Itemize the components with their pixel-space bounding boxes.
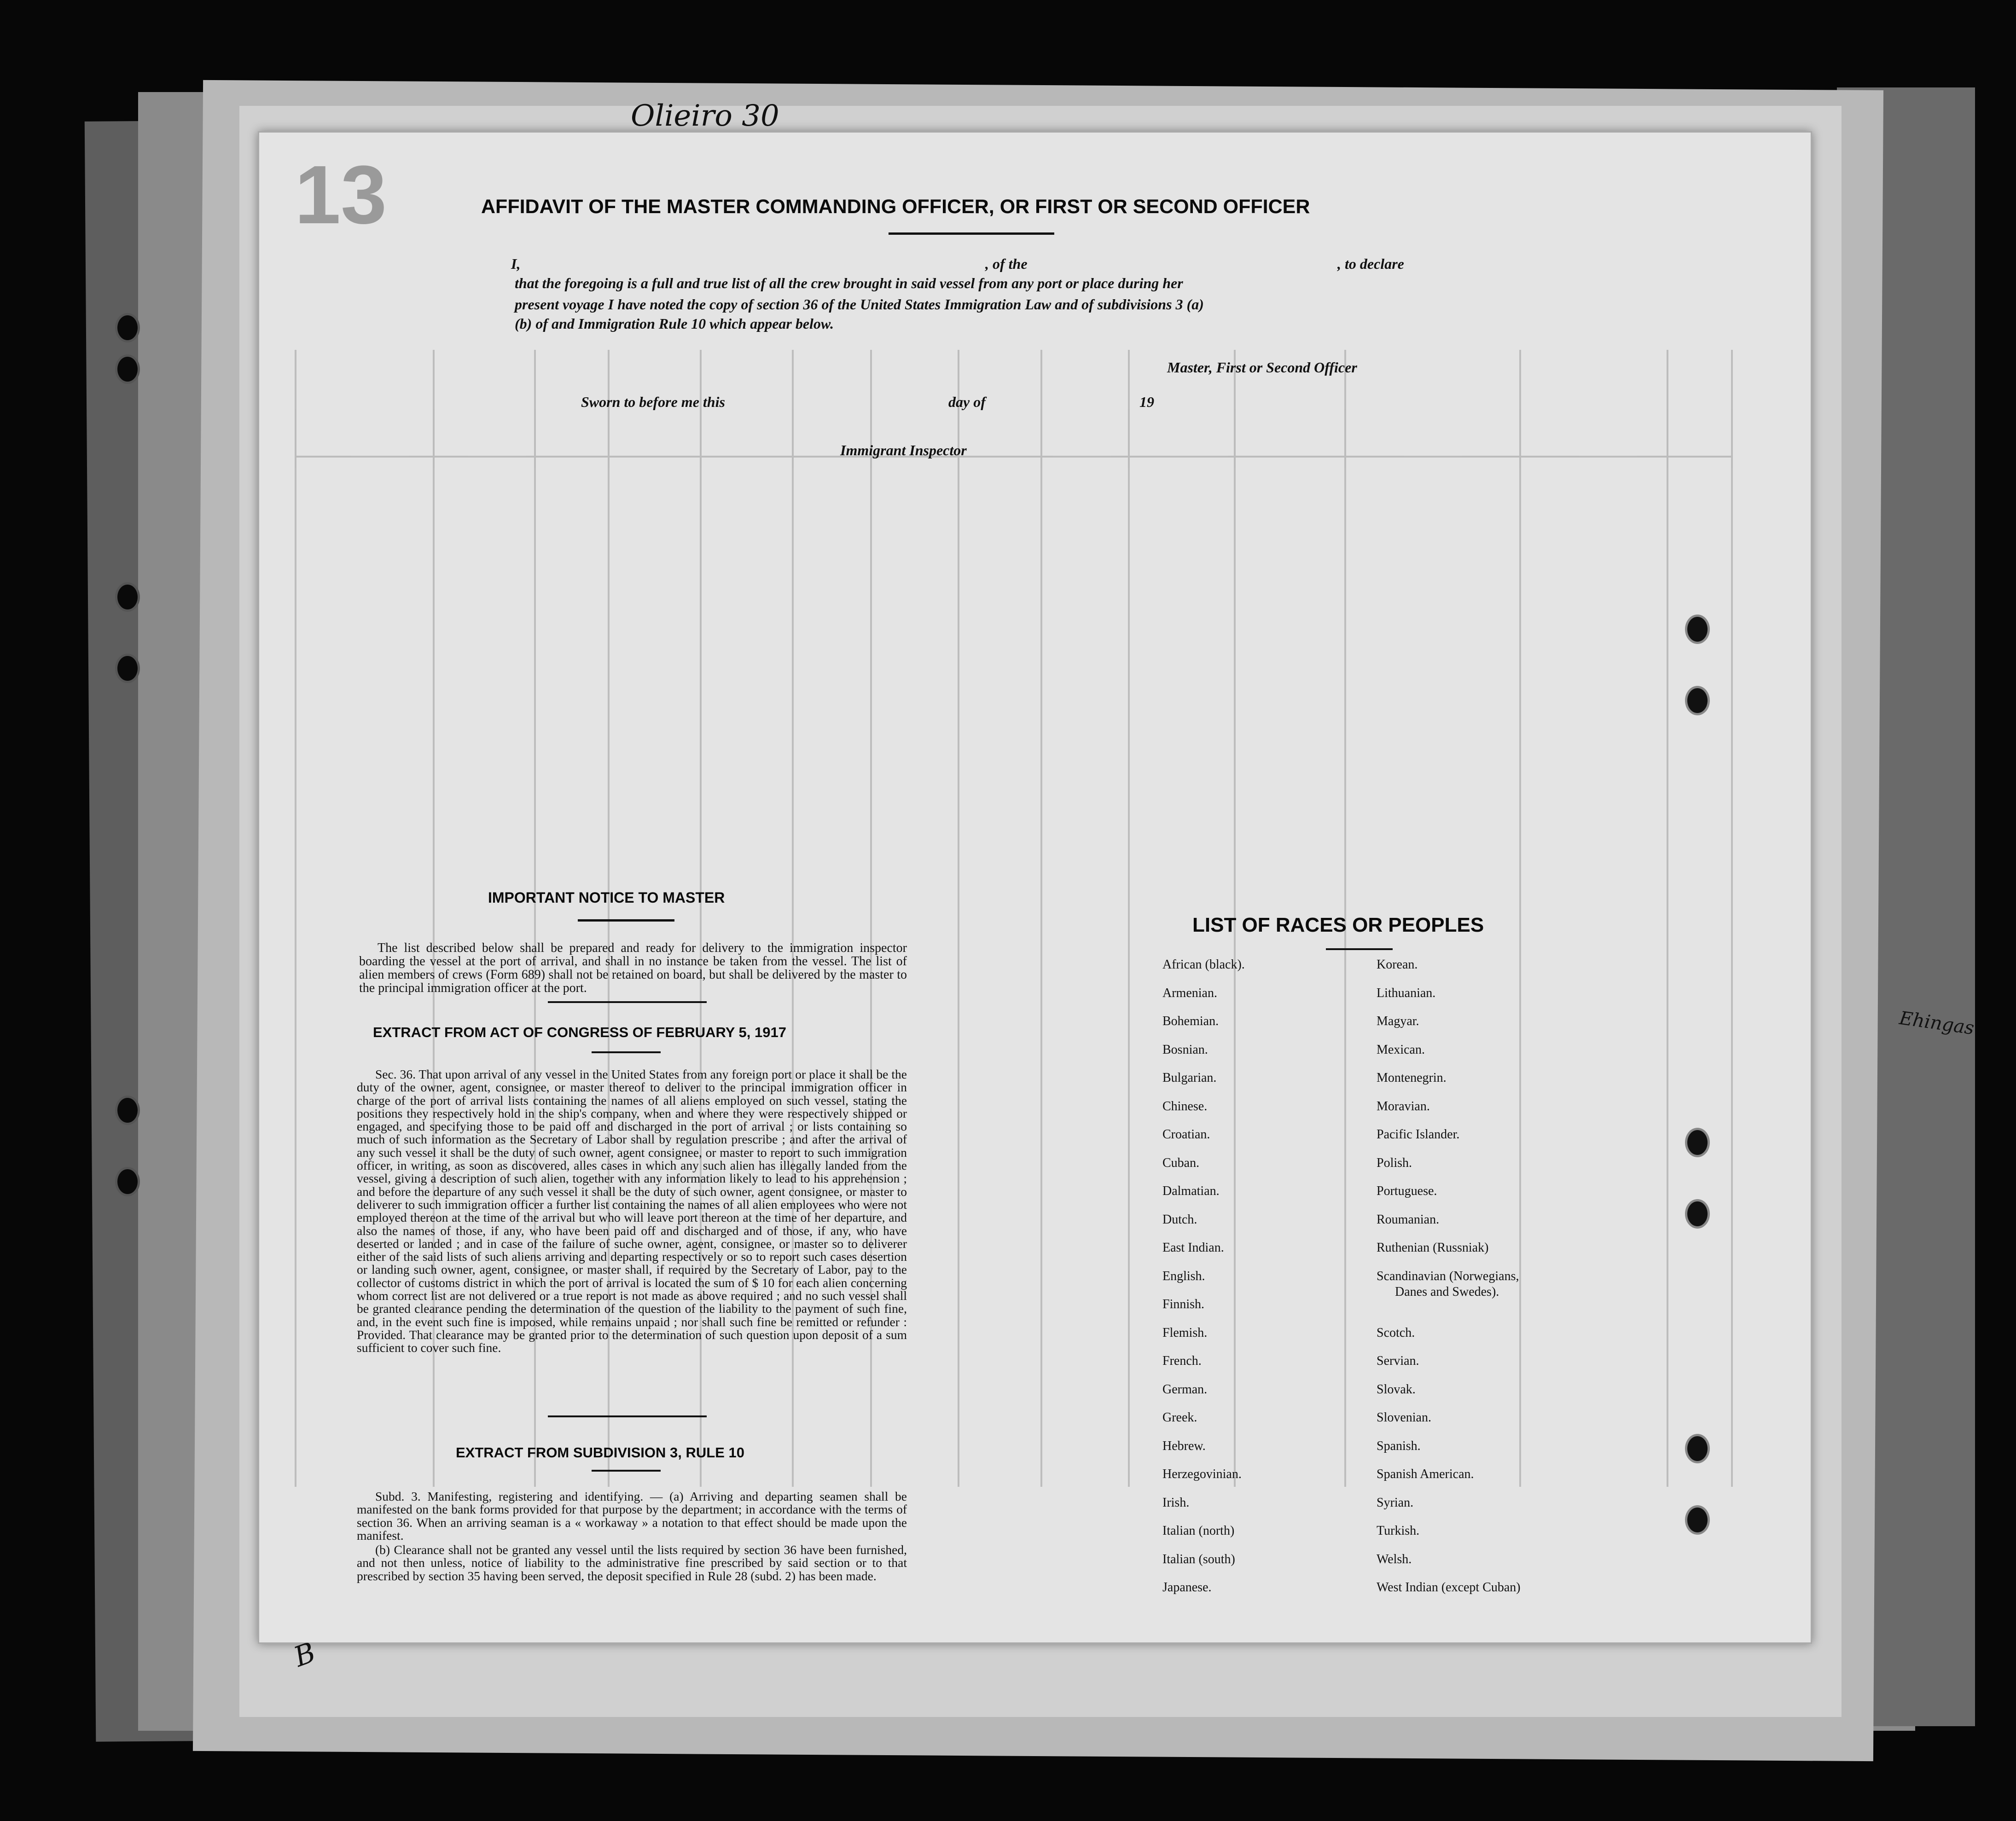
race-item: Slovenian.: [1377, 1410, 1431, 1425]
race-item: Turkish.: [1377, 1524, 1420, 1538]
race-item: Japanese.: [1162, 1580, 1212, 1595]
race-item: Cuban.: [1162, 1155, 1200, 1170]
race-item: Hebrew.: [1162, 1438, 1206, 1453]
race-item: Italian (north): [1162, 1524, 1235, 1538]
binder-hole: [115, 313, 140, 342]
race-item: Slovak.: [1377, 1382, 1416, 1397]
race-item: Ruthenian (Russniak): [1377, 1241, 1489, 1255]
binder-hole: [1685, 1199, 1710, 1229]
act-top-rule: [548, 1001, 707, 1003]
race-item: Syrian.: [1377, 1495, 1414, 1510]
handwritten-note-bottom: B: [290, 1636, 320, 1674]
binder-hole: [1685, 1434, 1710, 1463]
rule-rule: [592, 1470, 661, 1472]
race-item: Korean.: [1377, 957, 1418, 972]
race-item: Portuguese.: [1377, 1184, 1437, 1198]
binder-hole: [115, 1167, 140, 1196]
inspector-label: Immigrant Inspector: [840, 442, 967, 458]
affidavit-of-the: , of the: [985, 255, 1028, 272]
act-title: EXTRACT FROM ACT OF CONGRESS OF FEBRUARY 5, 1917: [373, 1024, 786, 1040]
binder-hole: [115, 654, 140, 683]
race-item: Scandinavian (Norwegians,: [1377, 1269, 1519, 1283]
act-rule: [592, 1051, 661, 1053]
act-body: Sec. 36. That upon arrival of any vessel in the United States from any foreign port or place it shall be the duty of the owner, agent, consignee, or master thereof to deliver to the principal immigration officer in charge of the port of arrival lists containing the names of all aliens employed on such vessel, stating the positions they respectively hold in the ship's company, when and where they were respectively shipped or engaged, and specifying those to be paid off and discharged in the port of arrival ; or lists containing so much of such information as the Secretary of Labor shall by regulation prescribe ; and after the arrival of any such vessel it shall be the duty of such owner, agent consignee, or master to report to such immigration officer, in writing, as soon as discovered, alles cases in which any such alien has illegally landed from the vessel, giving a description of such alien, together with any information likely to lead to his apprehension ; and before the departure of any such vessel it shall be the duty of such owner, agent consignee, or master to deliverer to such immigration officer a further list containing the names of all alien employees who were not employed thereon at the time of the arrival but who will leave port thereon at the time of her departure, and also the names of those, if any, who have been paid off and discharged and of those, if any, who have deserted or landed ; and in case of the failure of suche owner, agent, consignee, or master so to deliverer either of the said lists of such aliens arriving and departing respectively or so to report such cases desertion or landing such owner, agent, consignee, or master shall, if required by the Secretary of Labor, pay to the collector of customs district in which the port of arrival is located the sum of $ 10 for each alien concerning whom correct list are not delivered or a true report is not made as above required ; and no such vessel shall be granted clearance pending the determination of the question of the liability to the payment of such fine, and, in the event such fine is imposed, while remains unpaid ; nor shall such fine be remitted or refunder : Provided. That clearance may be granted prior to the determination of such question upon deposit of a sum sufficient to cover such fine.: [357, 1067, 907, 1355]
race-item: Danes and Swedes).: [1395, 1284, 1499, 1299]
race-item: Mexican.: [1377, 1042, 1425, 1057]
sworn-label: Sworn to before me this: [581, 394, 725, 410]
race-item: Armenian.: [1162, 986, 1217, 1000]
race-item: Bulgarian.: [1162, 1071, 1217, 1085]
rule-body-b: (b) Clearance shall not be granted any vessel until the lists required by section 36 have been furnished, and not then unless, notice of liability to the administrative fine prescribed by said section or to that prescribed by section 35 having been served, the deposit specified in Rule 28 (subd. 2) has been made.: [357, 1543, 907, 1583]
race-item: Scotch.: [1377, 1325, 1415, 1340]
race-item: Spanish.: [1377, 1438, 1421, 1453]
binder-hole: [115, 354, 140, 384]
affidavit-line3: present voyage I have noted the copy of section 36 of the United States Immigration Law and of subdivisions 3 (a): [515, 296, 1204, 313]
race-item: Welsh.: [1377, 1552, 1412, 1566]
race-item: Croatian.: [1162, 1127, 1210, 1142]
race-item: Irish.: [1162, 1495, 1190, 1510]
races-rule: [1326, 948, 1393, 950]
race-item: Lithuanian.: [1377, 986, 1436, 1000]
race-item: Flemish.: [1162, 1325, 1208, 1340]
races-right-column: [1377, 957, 1521, 1609]
race-item: Montenegrin.: [1377, 1071, 1447, 1085]
affidavit-to-declare: , to declare: [1337, 255, 1404, 272]
title-rule: [889, 232, 1054, 235]
affidavit-line2: that the foregoing is a full and true list of all the crew brought in said vessel from any port or place during her: [515, 275, 1183, 291]
race-item: East Indian.: [1162, 1241, 1224, 1255]
year-label: 19: [1139, 394, 1154, 410]
race-item: Moravian.: [1377, 1099, 1430, 1113]
notice-rule: [578, 919, 674, 922]
notice-title: IMPORTANT NOTICE TO MASTER: [488, 889, 725, 906]
races-left-column: [1162, 957, 1245, 1609]
rule-body-a: Subd. 3. Manifesting, registering and identifying. — (a) Arriving and departing seamen shall be manifested on the bank forms provided for that purpose by the department; in accordance with the terms of section 36. When an arriving seaman is a « workaway » a notation to that effect should be made upon the manifest.: [357, 1489, 907, 1543]
race-item: English.: [1162, 1269, 1205, 1283]
race-item: Servian.: [1377, 1354, 1419, 1368]
race-item: French.: [1162, 1354, 1202, 1368]
handwritten-note-side: Ehingas: [1898, 1007, 1975, 1039]
race-item: Greek.: [1162, 1410, 1197, 1425]
master-signature-label: Master, First or Second Officer: [1167, 359, 1357, 376]
handwritten-note-top: Olieiro 30: [631, 99, 779, 133]
race-item: African (black).: [1162, 957, 1245, 972]
race-item: Bosnian.: [1162, 1042, 1208, 1057]
race-item: Dutch.: [1162, 1212, 1197, 1227]
binder-hole: [1685, 686, 1710, 715]
binder-hole: [1685, 1128, 1710, 1157]
affidavit-i: I,: [511, 255, 521, 272]
affidavit-line4: (b) of and Immigration Rule 10 which appear below.: [515, 315, 834, 332]
race-item: Pacific Islander.: [1377, 1127, 1460, 1142]
binder-hole: [1685, 1505, 1710, 1535]
race-item: Finnish.: [1162, 1297, 1205, 1311]
stamp-number: 13: [295, 149, 387, 241]
rule-top-rule: [548, 1415, 707, 1417]
race-item: Chinese.: [1162, 1099, 1208, 1113]
binder-hole: [1685, 615, 1710, 644]
affidavit-title: AFFIDAVIT OF THE MASTER COMMANDING OFFICER, OR FIRST OR SECOND OFFICER: [481, 196, 1310, 218]
day-of-label: day of: [948, 394, 986, 410]
race-item: German.: [1162, 1382, 1208, 1397]
rule-title: EXTRACT FROM SUBDIVISION 3, RULE 10: [456, 1444, 744, 1461]
race-item: Italian (south): [1162, 1552, 1235, 1566]
race-item: Bohemian.: [1162, 1014, 1219, 1028]
binder-hole: [115, 1096, 140, 1125]
race-item: Magyar.: [1377, 1014, 1419, 1028]
race-item: Polish.: [1377, 1155, 1412, 1170]
race-item: Herzegovinian.: [1162, 1467, 1242, 1481]
race-item: Dalmatian.: [1162, 1184, 1220, 1198]
race-item: Spanish American.: [1377, 1467, 1474, 1481]
race-item: Roumanian.: [1377, 1212, 1440, 1227]
binder-hole: [115, 582, 140, 612]
races-title: LIST OF RACES OR PEOPLES: [1192, 914, 1484, 936]
race-item: West Indian (except Cuban): [1377, 1580, 1521, 1595]
notice-body: The list described below shall be prepared and ready for delivery to the immigration inspector boarding the vessel at the port of arrival, and shall in no instance be taken from the vessel. The list of alien members of crews (Form 689) shall not be retained on board, but shall be delivered by the master to the principal immigration officer at the port.: [359, 941, 907, 995]
